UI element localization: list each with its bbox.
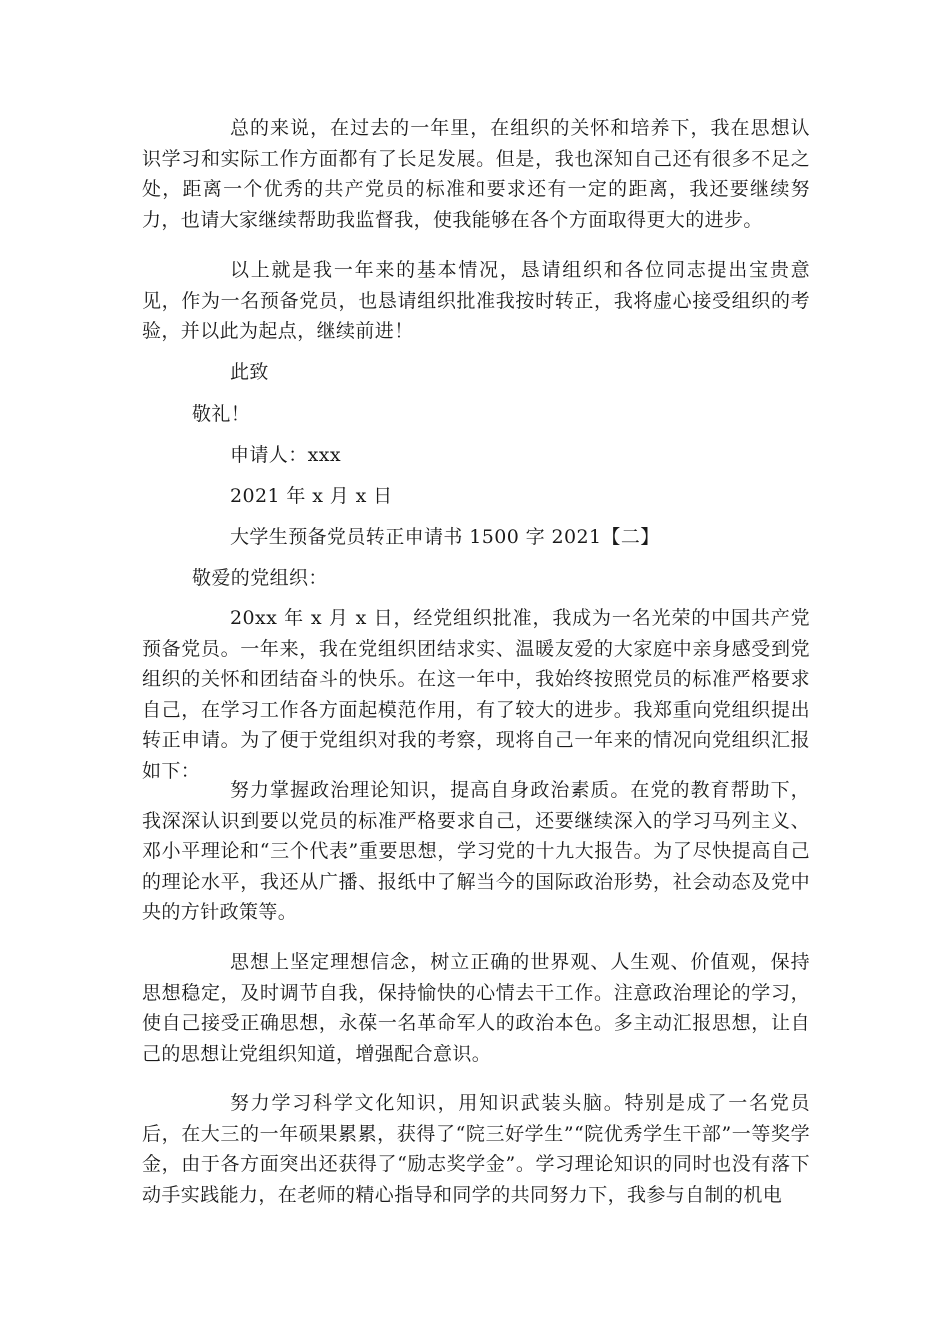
paragraph-study: 努力学习科学文化知识，用知识武装头脑。特别是成了一名党员后，在大三的一年硕果累累，获得了“院三好学生”“院优秀学生干部”一等奖学金，由于各方面突出还获得了“励志奖学金”。学习理论知识的同时也没有落下动手实践能力，在老师的精心指导和同学的共同努力下，我参与自制的机电 xyxy=(142,1092,810,1206)
paragraph-summary: 总的来说，在过去的一年里，在组织的关怀和培养下，我在思想认识学习和实际工作方面都有了长足发展。但是，我也深知自己还有很多不足之处，距离一个优秀的共产党员的标准和要求还有一定的距离，我还要继续努力，也请大家继续帮助我监督我，使我能够在各个方面取得更大的进步。 xyxy=(142,117,810,231)
paragraph-ideology: 思想上坚定理想信念，树立正确的世界观、人生观、价值观，保持思想稳定，及时调节自我，保持愉快的心情去干工作。注意政治理论的学习，使自己接受正确思想，永葆一名革命军人的政治本色。多主动汇报思想，让自己的思想让党组织知道，增强配合意识。 xyxy=(142,951,810,1065)
date-line: 2021 年 x 月 x 日 xyxy=(230,485,393,507)
salute-text: 敬礼！ xyxy=(192,403,251,425)
paragraph-intro: 20xx 年 x 月 x 日，经党组织批准，我成为一名光荣的中国共产党预备党员。一年来，我在党组织团结求实、温暖友爱的大家庭中亲身感受到党组织的关怀和团结奋斗的快乐。在这一年中，我始终按照党员的标准严格要求自己，在学习工作各方面起模范作用，有了较大的进步。我郑重向党组织提出转正申请。为了便于党组织对我的考察，现将自己一年来的情况向党组织汇报如下： xyxy=(142,607,810,782)
paragraph-request: 以上就是我一年来的基本情况，恳请组织和各位同志提出宝贵意见，作为一名预备党员，也恳请组织批准我按时转正，我将虚心接受组织的考验，并以此为起点，继续前进！ xyxy=(142,259,810,342)
closing-text: 此致 xyxy=(230,361,269,383)
section-title: 大学生预备党员转正申请书 1500 字 2021【二】 xyxy=(230,526,660,548)
greeting-line: 敬爱的党组织： xyxy=(192,567,328,589)
paragraph-theory: 努力掌握政治理论知识，提高自身政治素质。在党的教育帮助下，我深深认识到要以党员的标准严格要求自己，还要继续深入的学习马列主义、邓小平理论和“三个代表”重要思想，学习党的十九大报告。为了尽快提高自己的理论水平，我还从广播、报纸中了解当今的国际政治形势，社会动态及党中央的方针政策等。 xyxy=(142,779,810,923)
applicant-line: 申请人：xxx xyxy=(230,444,341,466)
